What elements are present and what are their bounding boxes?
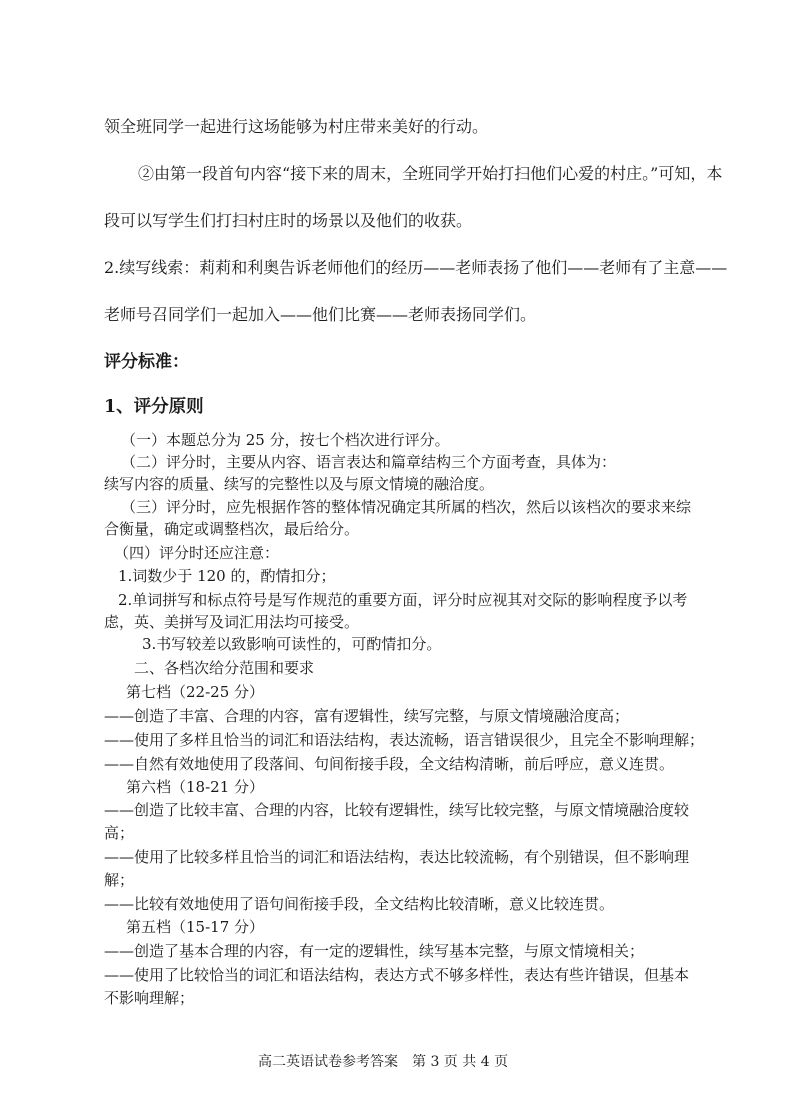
body-line: 二、各档次给分范围和要求 <box>134 659 315 677</box>
section-heading: 1、评分原则 <box>104 397 204 417</box>
body-line: ——创造了丰富、合理的内容，富有逻辑性，续写完整，与原文情境融洽度高； <box>104 707 630 725</box>
body-line: ——使用了多样且恰当的词汇和语法结构，表达流畅，语言错误很少，且完全不影响理解； <box>104 731 705 749</box>
section-heading: 评分标准： <box>104 352 189 372</box>
body-line: 3.书写较差以致影响可读性的，可酌情扣分。 <box>142 635 442 653</box>
body-line: 领全班同学一起进行这场能够为村庄带来美好的行动。 <box>104 117 489 136</box>
body-line: 高； <box>104 824 135 842</box>
body-line: ——使用了比较恰当的词汇和语法结构，表达方式不够多样性，表达有些许错误，但基本 <box>104 966 690 984</box>
body-line: 解； <box>104 871 135 889</box>
body-line: （一）本题总分为 25 分，按七个档次进行评分。 <box>121 431 450 449</box>
body-line: 虑，英、美拼写及词汇用法均可接受。 <box>104 613 360 631</box>
grade-heading: 第七档（22-25 分） <box>126 683 265 701</box>
body-line: ——创造了比较丰富、合理的内容，比较有逻辑性，续写比较完整，与原文情境融洽度较 <box>104 801 690 819</box>
grade-heading: 第六档（18-21 分） <box>126 778 265 796</box>
body-line: 2.续写线索：莉莉和利奥告诉老师他们的经历——老师表扬了他们——老师有了主意—— <box>104 258 728 277</box>
body-line: 续写内容的质量、续写的完整性以及与原文情境的融洽度。 <box>104 475 495 493</box>
body-line: 不影响理解； <box>104 989 195 1007</box>
body-line: （三）评分时，应先根据作答的整体情况确定其所属的档次，然后以该档次的要求来综 <box>121 498 692 516</box>
body-line: 段可以写学生们打扫村庄时的场景以及他们的收获。 <box>104 211 473 230</box>
body-line: 1.词数少于 120 的，酌情扣分； <box>118 567 336 585</box>
body-line: 2.单词拼写和标点符号是写作规范的重要方面，评分时应视其对交际的影响程度予以考 <box>118 591 688 609</box>
body-line: ——使用了比较多样且恰当的词汇和语法结构，表达比较流畅，有个别错误，但不影响理 <box>104 848 690 866</box>
grade-heading: 第五档（15-17 分） <box>126 918 265 936</box>
page-footer: 高二英语试卷参考答案 第 3 页 共 4 页 <box>258 1054 509 1070</box>
body-line: 合衡量，确定或调整档次，最后给分。 <box>104 520 360 538</box>
body-line: （二）评分时，主要从内容、语言表达和篇章结构三个方面考查，具体为： <box>121 453 617 471</box>
body-line: （四）评分时还应注意： <box>114 544 280 562</box>
body-line: ——自然有效地使用了段落间、句间衔接手段，全文结构清晰，前后呼应，意义连贯。 <box>104 755 675 773</box>
body-line: ——创造了基本合理的内容，有一定的逻辑性，续写基本完整，与原文情境相关； <box>104 942 645 960</box>
body-line: ②由第一段首句内容“接下来的周末，全班同学开始打扫他们心爱的村庄。”可知，本 <box>138 164 723 183</box>
body-line: 老师号召同学们一起加入——他们比赛——老师表扬同学们。 <box>104 305 537 324</box>
body-line: ——比较有效地使用了语句间衔接手段，全文结构比较清晰，意义比较连贯。 <box>104 895 615 913</box>
